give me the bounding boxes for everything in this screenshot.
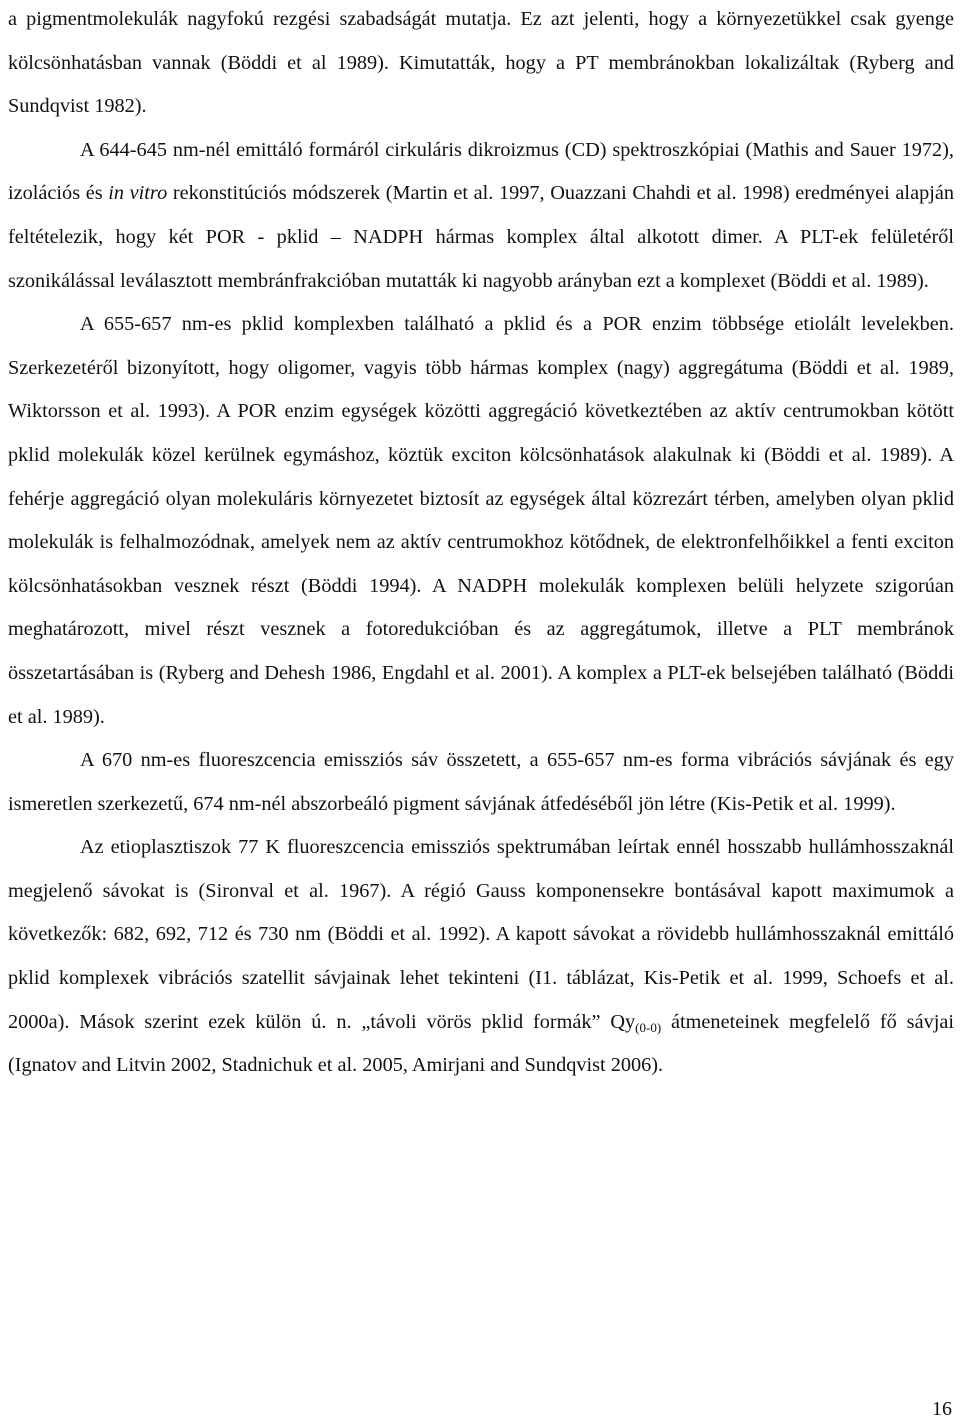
paragraph-5-text-b: átmeneteinek megfelelő fő sávjai (Ignatov and Litvin 2002, Stadnichuk et al. 2005, Amirjani and Sundqvist 2006). [8, 1010, 954, 1077]
paragraph-4 [8, 739, 954, 826]
paragraph-1-text: a pigmentmolekulák nagyfokú rezgési szabadságát mutatja. Ez azt jelenti, hogy a környezetükkel csak gyenge kölcsönhatásban vannak (Böddi et al 1989). Kimutatták, hogy a PT membránokban lokalizáltak (Ryberg and Sundqvist 1982). [8, 8, 954, 118]
paragraph-4-text: A 670 nm-es fluoreszcencia emissziós sáv összetett, a 655-657 nm-es forma vibrációs sávjának és egy ismeretlen szerkezetű, 674 nm-nél abszorbeáló pigment sávjának átfedéséből jön létre (Kis-Petik et al. 1999). [8, 749, 954, 815]
paragraph-3-text: A 655-657 nm-es pklid komplexben található a pklid és a POR enzim többsége etiolált levelekben. Szerkezetéről bizonyított, hogy oligomer, vagyis több hármas komplex (nagy) aggregátuma (Böddi et al. 1989, Wiktorsson et al. 1993). A POR enzim egységek közötti aggregáció következtében az aktív centrumokban kötött pklid molekulák közel kerülnek egymáshoz, köztük exciton kölcsönhatások alakulnak ki (Böddi et al. 1989). A fehérje aggregáció olyan molekuláris környezetet biztosít az egységek által közrezárt térben, amelyben olyan pklid molekulák is felhalmozódnak, amelyek nem az aktív centrumokhoz kötődnek, de elektronfelhőikkel a fenti exciton kölcsönhatásokban vesznek részt (Böddi 1994). A NADPH molekulák komplexen belüli helyzete szigorúan meghatározott, mivel részt vesznek a fotoredukcióban és az aggregátumok, illetve a PLT membránok összetartásában is (Ryberg and Dehesh 1986, Engdahl et al. 2001). A komplex a PLT-ek belsejében található (Böddi et al. 1989). [8, 313, 954, 728]
paragraph-5-subscript: (0-0) [635, 1019, 662, 1035]
paragraph-2 [8, 129, 954, 303]
paragraph-5 [8, 826, 954, 1088]
page-number: 16 [932, 1398, 952, 1420]
paragraph-5-text-a: Az etioplasztiszok 77 K fluoreszcencia emissziós spektrumában leírtak ennél hosszabb hullámhosszaknál megjelenő sávokat is (Sironval et al. 1967). A régió Gauss komponensekre bontásával kapott maximumok a következők: 682, 692, 712 és 730 nm (Böddi et al. 1992). A kapott sávokat a rövidebb hullámhosszaknál emittáló pklid komplexek vibrációs szatellit sávjainak lehet tekinteni (I1. táblázat, Kis-Petik et al. 1999, Schoefs et al. 2000a). Mások szerint ezek külön ú. n. „távoli vörös pklid formák” Qy [8, 836, 954, 1033]
paragraph-3 [8, 303, 954, 739]
paragraph-1 [8, 0, 954, 129]
document-page [8, 0, 954, 1088]
paragraph-2-italic-term: in vitro [108, 182, 168, 205]
paragraph-2-text-a: A 644-645 nm-nél emittáló formáról cirkuláris dikroizmus (CD) spektroszkópiai (Mathis and Sauer 1972), izolációs és [8, 138, 954, 205]
paragraph-2-text-b: rekonstitúciós módszerek (Martin et al. 1997, Ouazzani Chahdi et al. 1998) eredményei alapján feltételezik, hogy két POR - pklid – NADPH hármas komplex által alkotott dimer. A PLT-ek felületéről szonikálással leválasztott membránfrakcióban mutatták ki nagyobb arányban ezt a komplexet (Böddi et al. 1989). [8, 182, 954, 292]
